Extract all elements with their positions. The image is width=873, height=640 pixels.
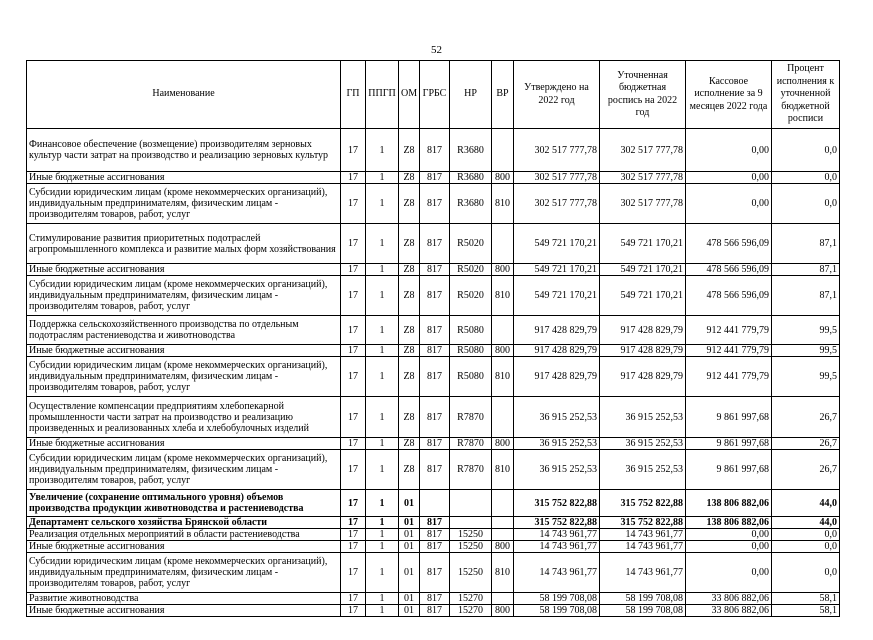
table-cell-name: Стимулирование развития приоритетных подотраслей агропромышленного комплекса и развитие малых форм хозяйствования xyxy=(27,224,341,264)
table-cell-om: Z8 xyxy=(399,357,420,397)
table-cell-np: R5020 xyxy=(450,276,492,316)
table-cell-om: Z8 xyxy=(399,450,420,490)
table-cell-name: Поддержка сельскохозяйственного производства по отдельным подотраслям растениеводства и животноводства xyxy=(27,316,341,345)
table-row xyxy=(27,593,840,605)
table-cell-om: Z8 xyxy=(399,397,420,438)
table-cell-gp: 17 xyxy=(341,593,366,605)
table-cell-np: R7870 xyxy=(450,438,492,450)
table-cell-np: R7870 xyxy=(450,397,492,438)
table-cell-approved: 917 428 829,79 xyxy=(514,357,600,397)
table-cell-refined: 14 743 961,77 xyxy=(600,529,686,541)
table-cell-refined: 58 199 708,08 xyxy=(600,593,686,605)
table-cell-om: Z8 xyxy=(399,172,420,184)
table-cell-np: 15250 xyxy=(450,541,492,553)
table-cell-vr xyxy=(492,129,514,172)
table-cell-name: Субсидии юридическим лицам (кроме некоммерческих организаций), индивидуальным предпринимателям, физическим лицам - производителям товаров, работ, услуг xyxy=(27,450,341,490)
table-cell-name: Осуществление компенсации предприятиям хлебопекарной промышленности части затрат на производство и реализацию произведенных и реализованных хлеба и хлебобулочных изделий xyxy=(27,397,341,438)
table-cell-gp: 17 xyxy=(341,438,366,450)
table-cell-gp: 17 xyxy=(341,264,366,276)
table-cell-ppgp: 1 xyxy=(366,553,399,593)
table-cell-om: Z8 xyxy=(399,316,420,345)
table-cell-name: Субсидии юридическим лицам (кроме некоммерческих организаций), индивидуальным предпринимателям, физическим лицам - производителям товаров, работ, услуг xyxy=(27,357,341,397)
header-om: ОМ xyxy=(399,61,420,129)
table-cell-gp: 17 xyxy=(341,541,366,553)
table-cell-cash: 9 861 997,68 xyxy=(686,438,772,450)
table-cell-om: 01 xyxy=(399,517,420,529)
table-cell-np: 15270 xyxy=(450,593,492,605)
page-number: 52 xyxy=(431,44,442,56)
table-cell-vr: 810 xyxy=(492,450,514,490)
table-cell-om: Z8 xyxy=(399,224,420,264)
table-cell-name: Иные бюджетные ассигнования xyxy=(27,605,341,617)
table-cell-approved: 315 752 822,88 xyxy=(514,490,600,517)
table-cell-vr: 800 xyxy=(492,438,514,450)
table-cell-name: Субсидии юридическим лицам (кроме некоммерческих организаций), индивидуальным предпринимателям, физическим лицам - производителям товаров, работ, услуг xyxy=(27,184,341,224)
table-cell-name: Субсидии юридическим лицам (кроме некоммерческих организаций), индивидуальным предпринимателям, физическим лицам - производителям товаров, работ, услуг xyxy=(27,553,341,593)
table-cell-ppgp: 1 xyxy=(366,438,399,450)
table-cell-ppgp: 1 xyxy=(366,129,399,172)
table-cell-om: 01 xyxy=(399,541,420,553)
table-cell-approved: 36 915 252,53 xyxy=(514,397,600,438)
table-cell-approved: 36 915 252,53 xyxy=(514,450,600,490)
table-cell-ppgp: 1 xyxy=(366,357,399,397)
table-cell-np: 15270 xyxy=(450,605,492,617)
table-cell-name: Субсидии юридическим лицам (кроме некоммерческих организаций), индивидуальным предпринимателям, физическим лицам - производителям товаров, работ, услуг xyxy=(27,276,341,316)
table-cell-percent: 99,5 xyxy=(772,345,840,357)
table-cell-grbs: 817 xyxy=(420,450,450,490)
table-cell-np: R3680 xyxy=(450,184,492,224)
table-cell-gp: 17 xyxy=(341,276,366,316)
table-cell-refined: 917 428 829,79 xyxy=(600,316,686,345)
table-cell-name: Иные бюджетные ассигнования xyxy=(27,541,341,553)
table-cell-gp: 17 xyxy=(341,397,366,438)
table-cell-refined: 58 199 708,08 xyxy=(600,605,686,617)
table-cell-grbs xyxy=(420,490,450,517)
table-cell-ppgp: 1 xyxy=(366,276,399,316)
table-cell-ppgp: 1 xyxy=(366,593,399,605)
table-cell-approved: 549 721 170,21 xyxy=(514,276,600,316)
table-cell-cash: 912 441 779,79 xyxy=(686,316,772,345)
table-cell-approved: 14 743 961,77 xyxy=(514,529,600,541)
table-cell-name: Развитие животноводства xyxy=(27,593,341,605)
table-row xyxy=(27,541,840,553)
table-cell-name: Финансовое обеспечение (возмещение) производителям зерновых культур части затрат на производство и реализацию зерновых культур xyxy=(27,129,341,172)
table-cell-np: R5080 xyxy=(450,316,492,345)
table-cell-percent: 26,7 xyxy=(772,438,840,450)
table-cell-grbs: 817 xyxy=(420,541,450,553)
table-cell-vr xyxy=(492,490,514,517)
table-cell-grbs: 817 xyxy=(420,184,450,224)
table-cell-np: R5080 xyxy=(450,345,492,357)
table-cell-om: 01 xyxy=(399,553,420,593)
table-cell-refined: 315 752 822,88 xyxy=(600,517,686,529)
table-cell-cash: 0,00 xyxy=(686,184,772,224)
table-cell-approved: 302 517 777,78 xyxy=(514,129,600,172)
table-cell-grbs: 817 xyxy=(420,593,450,605)
table-row xyxy=(27,264,840,276)
table-cell-cash: 9 861 997,68 xyxy=(686,397,772,438)
table-cell-cash: 912 441 779,79 xyxy=(686,357,772,397)
table-cell-percent: 26,7 xyxy=(772,450,840,490)
table-cell-grbs: 817 xyxy=(420,397,450,438)
table-cell-percent: 44,0 xyxy=(772,490,840,517)
table-cell-np: R5020 xyxy=(450,264,492,276)
table-cell-vr: 810 xyxy=(492,553,514,593)
table-cell-np xyxy=(450,517,492,529)
header-np: НР xyxy=(450,61,492,129)
table-cell-percent: 99,5 xyxy=(772,316,840,345)
table-cell-vr xyxy=(492,316,514,345)
table-cell-vr xyxy=(492,397,514,438)
table-cell-refined: 36 915 252,53 xyxy=(600,397,686,438)
table-cell-gp: 17 xyxy=(341,605,366,617)
table-cell-om: Z8 xyxy=(399,345,420,357)
table-cell-cash: 478 566 596,09 xyxy=(686,224,772,264)
table-cell-approved: 58 199 708,08 xyxy=(514,593,600,605)
table-cell-cash: 33 806 882,06 xyxy=(686,605,772,617)
table-cell-refined: 917 428 829,79 xyxy=(600,345,686,357)
table-cell-refined: 549 721 170,21 xyxy=(600,224,686,264)
table-cell-grbs: 817 xyxy=(420,172,450,184)
table-cell-grbs: 817 xyxy=(420,129,450,172)
table-cell-name: Иные бюджетные ассигнования xyxy=(27,345,341,357)
header-name: Наименование xyxy=(27,61,341,129)
table-cell-percent: 0,0 xyxy=(772,553,840,593)
table-cell-gp: 17 xyxy=(341,224,366,264)
table-row xyxy=(27,529,840,541)
table-cell-vr xyxy=(492,224,514,264)
table-cell-vr: 800 xyxy=(492,605,514,617)
table-cell-refined: 36 915 252,53 xyxy=(600,438,686,450)
table-cell-ppgp: 1 xyxy=(366,529,399,541)
table-cell-gp: 17 xyxy=(341,184,366,224)
table-cell-vr xyxy=(492,529,514,541)
table-cell-percent: 0,0 xyxy=(772,541,840,553)
table-cell-grbs: 817 xyxy=(420,438,450,450)
table-cell-om: 01 xyxy=(399,605,420,617)
table-cell-percent: 0,0 xyxy=(772,129,840,172)
table-cell-vr: 810 xyxy=(492,276,514,316)
table-cell-vr: 800 xyxy=(492,541,514,553)
table-cell-gp: 17 xyxy=(341,357,366,397)
table-cell-percent: 87,1 xyxy=(772,224,840,264)
table-cell-approved: 917 428 829,79 xyxy=(514,316,600,345)
table-cell-ppgp: 1 xyxy=(366,172,399,184)
table-cell-approved: 14 743 961,77 xyxy=(514,553,600,593)
table-cell-cash: 138 806 882,06 xyxy=(686,490,772,517)
table-cell-cash: 0,00 xyxy=(686,172,772,184)
header-vr: ВР xyxy=(492,61,514,129)
budget-table xyxy=(26,60,840,617)
table-row xyxy=(27,224,840,264)
table-cell-om: Z8 xyxy=(399,184,420,224)
table-cell-np: R5020 xyxy=(450,224,492,264)
table-row xyxy=(27,605,840,617)
table-cell-refined: 302 517 777,78 xyxy=(600,172,686,184)
header-cash: Кассовое исполнение за 9 месяцев 2022 года xyxy=(686,61,772,129)
table-cell-refined: 36 915 252,53 xyxy=(600,450,686,490)
table-cell-om: Z8 xyxy=(399,264,420,276)
table-cell-cash: 478 566 596,09 xyxy=(686,264,772,276)
table-cell-ppgp: 1 xyxy=(366,345,399,357)
table-cell-np: R7870 xyxy=(450,450,492,490)
table-cell-grbs: 817 xyxy=(420,264,450,276)
table-row xyxy=(27,129,840,172)
table-cell-np: R3680 xyxy=(450,172,492,184)
table-cell-grbs: 817 xyxy=(420,529,450,541)
table-cell-approved: 302 517 777,78 xyxy=(514,184,600,224)
table-cell-percent: 0,0 xyxy=(772,529,840,541)
table-cell-percent: 26,7 xyxy=(772,397,840,438)
table-cell-percent: 44,0 xyxy=(772,517,840,529)
table-row xyxy=(27,490,840,517)
table-row xyxy=(27,517,840,529)
table-cell-cash: 0,00 xyxy=(686,553,772,593)
table-cell-approved: 549 721 170,21 xyxy=(514,224,600,264)
table-cell-percent: 87,1 xyxy=(772,276,840,316)
table-cell-refined: 549 721 170,21 xyxy=(600,264,686,276)
table-cell-percent: 58,1 xyxy=(772,593,840,605)
header-grbs: ГРБС xyxy=(420,61,450,129)
table-cell-grbs: 817 xyxy=(420,276,450,316)
table-cell-gp: 17 xyxy=(341,345,366,357)
table-cell-om: 01 xyxy=(399,593,420,605)
table-cell-ppgp: 1 xyxy=(366,490,399,517)
table-cell-vr: 810 xyxy=(492,184,514,224)
table-cell-om: Z8 xyxy=(399,129,420,172)
table-cell-gp: 17 xyxy=(341,529,366,541)
table-cell-cash: 9 861 997,68 xyxy=(686,450,772,490)
table-cell-approved: 58 199 708,08 xyxy=(514,605,600,617)
table-cell-grbs: 817 xyxy=(420,224,450,264)
table-cell-vr: 800 xyxy=(492,345,514,357)
table-cell-np: 15250 xyxy=(450,529,492,541)
table-cell-refined: 14 743 961,77 xyxy=(600,553,686,593)
table-cell-approved: 549 721 170,21 xyxy=(514,264,600,276)
table-cell-refined: 14 743 961,77 xyxy=(600,541,686,553)
table-row xyxy=(27,357,840,397)
table-cell-vr xyxy=(492,593,514,605)
table-cell-grbs: 817 xyxy=(420,553,450,593)
table-cell-refined: 315 752 822,88 xyxy=(600,490,686,517)
table-cell-vr xyxy=(492,517,514,529)
table-row xyxy=(27,316,840,345)
table-cell-ppgp: 1 xyxy=(366,224,399,264)
table-cell-grbs: 817 xyxy=(420,316,450,345)
table-row xyxy=(27,184,840,224)
table-cell-grbs: 817 xyxy=(420,345,450,357)
table-cell-ppgp: 1 xyxy=(366,450,399,490)
table-cell-ppgp: 1 xyxy=(366,316,399,345)
table-cell-percent: 58,1 xyxy=(772,605,840,617)
table-cell-name: Иные бюджетные ассигнования xyxy=(27,172,341,184)
table-cell-ppgp: 1 xyxy=(366,517,399,529)
table-cell-gp: 17 xyxy=(341,450,366,490)
table-cell-np: 15250 xyxy=(450,553,492,593)
table-cell-np: R5080 xyxy=(450,357,492,397)
table-cell-gp: 17 xyxy=(341,316,366,345)
table-cell-name: Иные бюджетные ассигнования xyxy=(27,438,341,450)
table-cell-percent: 0,0 xyxy=(772,172,840,184)
table-cell-name: Департамент сельского хозяйства Брянской области xyxy=(27,517,341,529)
header-ppgp: ППГП xyxy=(366,61,399,129)
table-cell-vr: 800 xyxy=(492,172,514,184)
table-cell-refined: 302 517 777,78 xyxy=(600,129,686,172)
table-cell-ppgp: 1 xyxy=(366,397,399,438)
table-cell-gp: 17 xyxy=(341,129,366,172)
table-cell-grbs: 817 xyxy=(420,517,450,529)
table-cell-refined: 549 721 170,21 xyxy=(600,276,686,316)
table-row xyxy=(27,438,840,450)
header-refined: Уточненная бюджетная роспись на 2022 год xyxy=(600,61,686,129)
table-cell-name: Реализация отдельных мероприятий в области растениеводства xyxy=(27,529,341,541)
table-cell-cash: 33 806 882,06 xyxy=(686,593,772,605)
table-cell-grbs: 817 xyxy=(420,357,450,397)
table-cell-cash: 0,00 xyxy=(686,529,772,541)
table-cell-om: Z8 xyxy=(399,438,420,450)
table-row xyxy=(27,450,840,490)
table-cell-om: 01 xyxy=(399,529,420,541)
table-cell-refined: 302 517 777,78 xyxy=(600,184,686,224)
table-cell-approved: 315 752 822,88 xyxy=(514,517,600,529)
table-cell-om: 01 xyxy=(399,490,420,517)
table-cell-ppgp: 1 xyxy=(366,605,399,617)
header-approved: Утверждено на 2022 год xyxy=(514,61,600,129)
table-cell-percent: 0,0 xyxy=(772,184,840,224)
table-cell-percent: 87,1 xyxy=(772,264,840,276)
table-cell-gp: 17 xyxy=(341,517,366,529)
table-cell-approved: 36 915 252,53 xyxy=(514,438,600,450)
table-cell-approved: 14 743 961,77 xyxy=(514,541,600,553)
table-row xyxy=(27,553,840,593)
table-cell-gp: 17 xyxy=(341,553,366,593)
table-cell-grbs: 817 xyxy=(420,605,450,617)
table-row xyxy=(27,172,840,184)
header-gp: ГП xyxy=(341,61,366,129)
table-cell-cash: 138 806 882,06 xyxy=(686,517,772,529)
table-row xyxy=(27,276,840,316)
table-cell-ppgp: 1 xyxy=(366,264,399,276)
table-cell-cash: 0,00 xyxy=(686,129,772,172)
table-cell-cash: 478 566 596,09 xyxy=(686,276,772,316)
table-cell-np: R3680 xyxy=(450,129,492,172)
table-cell-cash: 912 441 779,79 xyxy=(686,345,772,357)
table-cell-percent: 99,5 xyxy=(772,357,840,397)
table-row xyxy=(27,345,840,357)
table-cell-ppgp: 1 xyxy=(366,184,399,224)
table-cell-approved: 917 428 829,79 xyxy=(514,345,600,357)
table-cell-approved: 302 517 777,78 xyxy=(514,172,600,184)
table-cell-np xyxy=(450,490,492,517)
header-row xyxy=(27,61,840,129)
table-cell-name: Увеличение (сохранение оптимального уровня) объемов производства продукции животноводства и растениеводства xyxy=(27,490,341,517)
table-cell-name: Иные бюджетные ассигнования xyxy=(27,264,341,276)
table-cell-refined: 917 428 829,79 xyxy=(600,357,686,397)
table-cell-vr: 800 xyxy=(492,264,514,276)
table-row xyxy=(27,397,840,438)
header-percent: Процент исполнения к уточненной бюджетной росписи xyxy=(772,61,840,129)
table-cell-ppgp: 1 xyxy=(366,541,399,553)
table-cell-gp: 17 xyxy=(341,490,366,517)
table-cell-vr: 810 xyxy=(492,357,514,397)
table-cell-om: Z8 xyxy=(399,276,420,316)
table-cell-gp: 17 xyxy=(341,172,366,184)
table-cell-cash: 0,00 xyxy=(686,541,772,553)
